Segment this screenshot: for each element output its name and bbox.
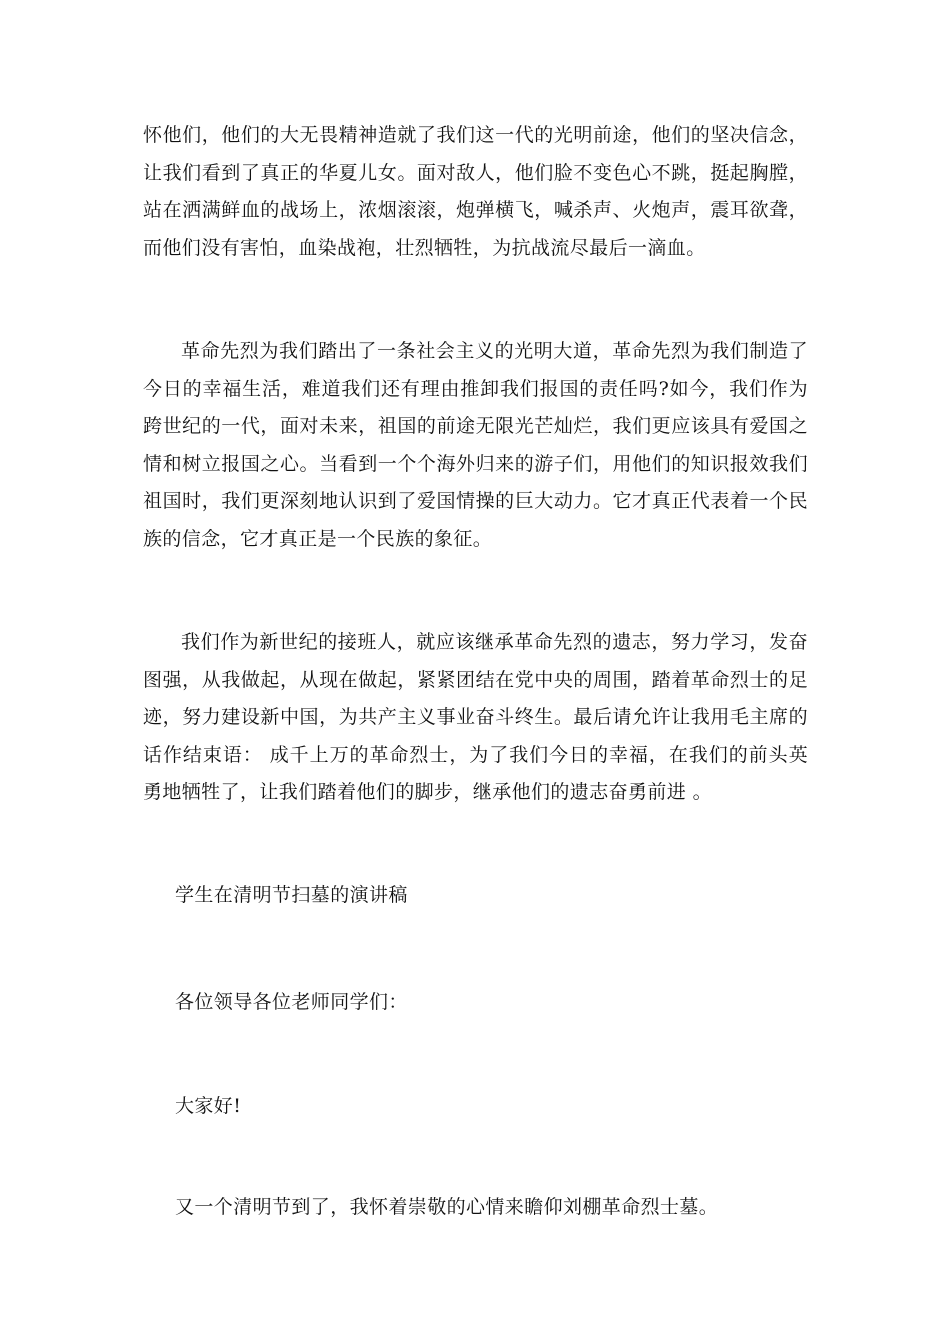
speech-title: 学生在清明节扫墓的演讲稿 (175, 884, 408, 906)
paragraph-continued: 怀他们，他们的大无畏精神造就了我们这一代的光明前途，他们的坚决信念，让我们看到了真正的华夏儿女。面对敌人，他们脸不变色心不跳，挺起胸膛，站在洒满鲜血的战场上，浓烟滚滚，炮弹横飞，喊杀声、火炮声，震耳欲聋，而他们没有害怕，血染战袍，壮烈牺牲，为抗战流尽最后一滴血。 (143, 124, 808, 259)
greeting: 大家好! (175, 1095, 242, 1117)
paragraph-successors: 我们作为新世纪的接班人，就应该继承革命先烈的遗志，努力学习，发奋图强，从我做起，从现在做起，紧紧团结在党中央的周围，踏着革命烈士的足迹，努力建设新中国，为共产主义事业奋斗终生。最后请允许让我用毛主席的话作结束语： 成千上万的革命烈士，为了我们今日的幸福，在我们的前头英勇地牺牲了，让我们踏着他们的脚步，继承他们的遗志奋勇前进 。 (143, 631, 808, 803)
paragraph-revolutionary-martyrs: 革命先烈为我们踏出了一条社会主义的光明大道，革命先烈为我们制造了今日的幸福生活，难道我们还有理由推卸我们报国的责任吗?如今，我们作为跨世纪的一代，面对未来，祖国的前途无限光芒灿烂，我们更应该具有爱国之情和树立报国之心。当看到一个个海外归来的游子们，用他们的知识报效我们祖国时，我们更深刻地认识到了爱国情操的巨大动力。它才真正代表着一个民族的信念，它才真正是一个民族的象征。 (143, 340, 808, 550)
salutation: 各位领导各位老师同学们： (175, 991, 408, 1013)
opening-line: 又一个清明节到了，我怀着崇敬的心情来瞻仰刘棚革命烈士墓。 (175, 1196, 719, 1218)
